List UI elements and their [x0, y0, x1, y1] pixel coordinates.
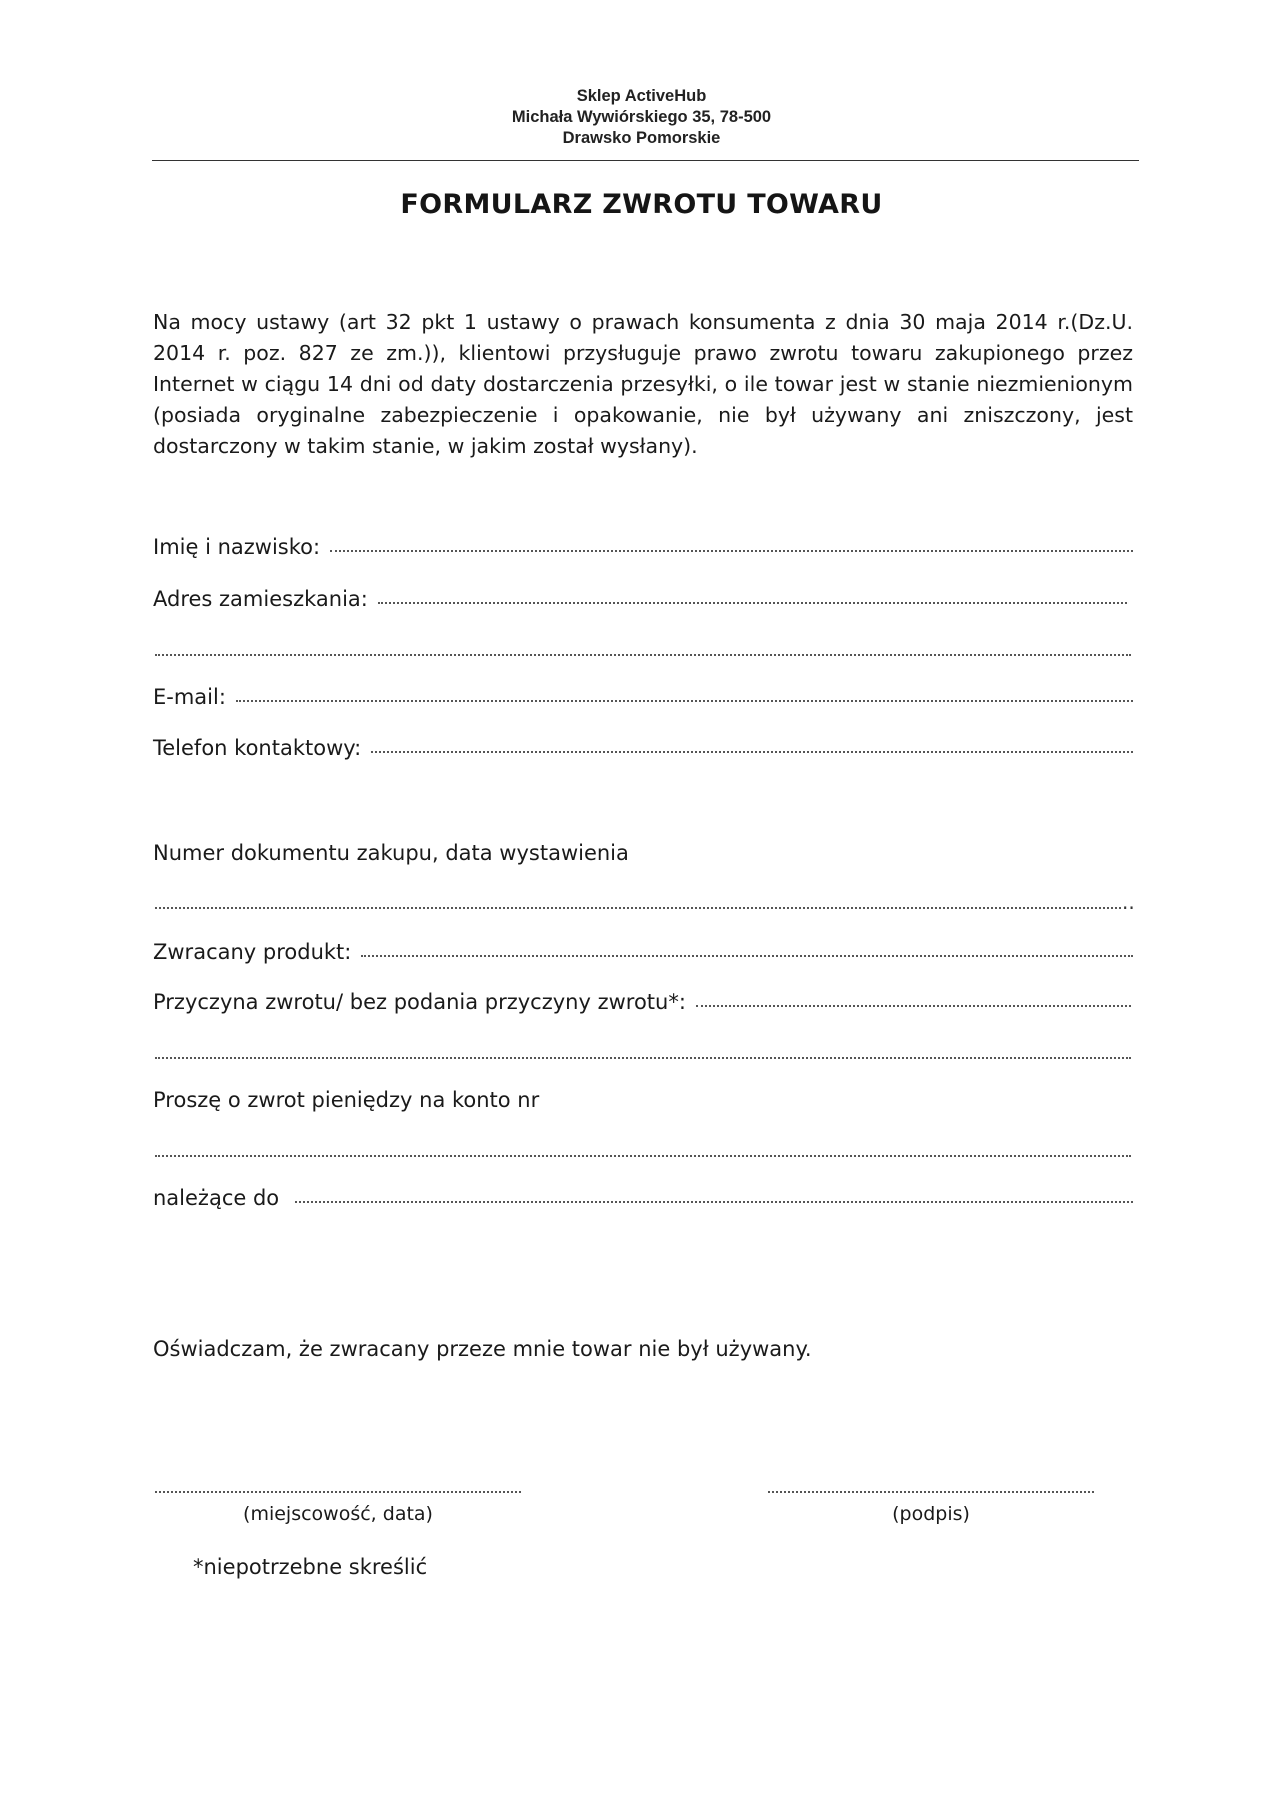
reason-fill-line-2[interactable] [155, 1057, 1131, 1059]
account-owner-label: należące do [153, 1186, 280, 1210]
address-fill-line[interactable] [378, 602, 1127, 604]
shop-address: Michała Wywiórskiego 35, 78-500 [511, 108, 772, 126]
place-date-caption: (miejscowość, data) [243, 1503, 433, 1525]
shop-header [0, 86, 1283, 149]
name-label: Imię i nazwisko: [153, 535, 321, 559]
product-fill-line[interactable] [361, 955, 1133, 957]
reason-fill-line[interactable] [696, 1005, 1131, 1007]
email-fill-line[interactable] [236, 700, 1133, 702]
phone-fill-line[interactable] [371, 751, 1133, 753]
product-label: Zwracany produkt: [153, 940, 352, 964]
email-label: E-mail: [153, 685, 226, 709]
name-field[interactable] [153, 535, 1133, 565]
name-fill-line[interactable] [330, 550, 1133, 552]
email-field[interactable] [153, 685, 1133, 715]
address-fill-line-2[interactable] [155, 654, 1131, 656]
signature-caption: (podpis) [892, 1503, 970, 1525]
account-owner-fill-line[interactable] [295, 1201, 1133, 1203]
intro-paragraph [153, 307, 1133, 462]
form-title: FORMULARZ ZWROTU TOWARU [400, 189, 883, 220]
address-field[interactable] [153, 587, 1127, 617]
account-owner-field[interactable] [153, 1186, 1133, 1216]
account-number-fill-line[interactable] [155, 1155, 1131, 1157]
reason-field[interactable] [153, 990, 1131, 1020]
signature-fill-line[interactable] [768, 1491, 1094, 1493]
footnote: *niepotrzebne skreślić [193, 1555, 428, 1579]
address-label: Adres zamieszkania: [153, 587, 368, 611]
reason-label: Przyczyna zwrotu/ bez podania przyczyny zwrotu*: [153, 990, 686, 1014]
shop-city: Drawsko Pomorskie [562, 129, 721, 147]
declaration-text: Oświadczam, że zwracany przeze mnie towar nie był używany. [153, 1337, 812, 1361]
phone-field[interactable] [153, 736, 1133, 766]
header-divider [152, 160, 1139, 161]
document-label: Numer dokumentu zakupu, data wystawienia [153, 841, 629, 865]
place-date-fill-line[interactable] [155, 1491, 521, 1493]
refund-label: Proszę o zwrot pieniędzy na konto nr [153, 1088, 540, 1112]
phone-label: Telefon kontaktowy: [153, 736, 362, 760]
document-fill-line[interactable] [155, 907, 1121, 909]
shop-name: Sklep ActiveHub [576, 87, 707, 105]
product-field[interactable] [153, 940, 1133, 970]
intro-text: Na mocy ustawy (art 32 pkt 1 ustawy o prawach konsumenta z dnia 30 maja 2014 r.(Dz.U. 2014 r. poz. 827 ze zm.)), klientowi przysługuje prawo zwrotu towaru zakupionego przez Internet w ciągu 14 dni od daty dostarczenia przesyłki, o ile towar jest w stanie niezmienionym (posiada oryginalne zabezpieczenie i opakowanie, nie był używany ani zniszczony, jest dostarczony w takim stanie, w jakim został wysłany). [153, 310, 1133, 458]
document-line-end-dots: .. [1122, 890, 1135, 914]
